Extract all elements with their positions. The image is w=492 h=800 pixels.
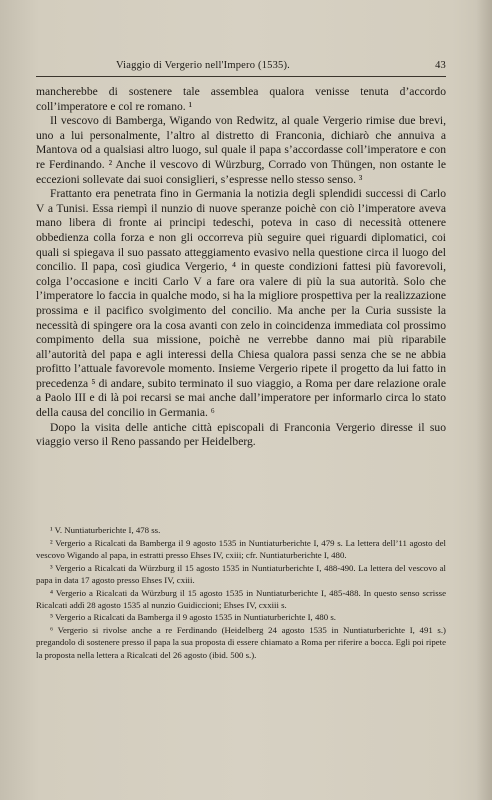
paragraph: Il vescovo di Bamberga, Wigando von Redwitz, al quale Vergerio rimise due brevi, uno a lui personalmente, l’altro al distretto di Franconia, dichiarò che annuiva a Mantova od a qualsiasi altro luogo, sul quale il papa s’accordasse coll’imperatore e con re Ferdinando. ² Anche il vescovo di Würzburg, Corrado von Thüngen, non ostante le eccezioni sollevate dai suoi consiglieri, s’espresse nello stesso senso. ³	[36, 114, 446, 186]
footnote: ⁵ Vergerio a Ricalcati da Bamberga il 9 agosto 1535 in Nuntiaturberichte I, 480 s.	[50, 612, 336, 623]
body-text	[36, 85, 446, 450]
paragraph: mancherebbe di sostenere tale assemblea qualora venisse tenuta d’accordo coll’imperatore e col re romano. ¹	[36, 85, 446, 113]
header-rule	[36, 76, 446, 77]
page-edge-shadow	[476, 0, 492, 800]
footnote: ² Vergerio a Ricalcati da Bamberga il 9 agosto 1535 in Nuntiaturberichte I, 479 s. La lettera dell’11 agosto del vescovo Wigando al papa, in estratti presso Ehses IV, cxiii; cfr. Nuntiaturberichte I, 480.	[36, 537, 446, 560]
running-header	[36, 60, 446, 74]
footnote: ³ Vergerio a Ricalcati da Würzburg il 15 agosto 1535 in Nuntiaturberichte I, 488-490. La lettera del vescovo al papa in data 17 agosto presso Ehses IV, cxiii.	[36, 562, 446, 585]
footnote: ¹ V. Nuntiaturberichte I, 478 ss.	[50, 525, 161, 535]
paragraph: Frattanto era penetrata fino in Germania la notizia degli splendidi successi di Carlo V a Tunisi. Essa riempì il nunzio di nuove speranze poichè con ciò l’imperatore aveva mano libera di fronte ai principi tedeschi, poteva in caso di necessità ottenere obbedienza colla forza e non gli occorreva più seguire quei riguardi diplomatici, coi quali si spiegava il suo passato atteggiamento evasivo nella questione circa il luogo del concilio. Il papa, così giudica Vergerio, ⁴ in queste condizioni fattesi più favorevoli, colga l’occasione e inciti Carlo V a fare ora valere di più la sua autorità. Solo che l’imperatore lo faccia in qualche modo, si ha la migliore prospettiva per la realizzazione prossima e il pacifico svolgimento del concilio. Ma anche per la Curia sussiste la necessità di spingere ora la cosa avanti con zelo in coincidenza immediata col prossimo compimento della sua missione, poichè ne verrebbe danno mai più riparabile all’autorità del papa e agli interessi della Chiesa qualora passi senza che se ne abbia profitto l’attuale favorevole momento. Insieme Vergerio ripete il progetto da lui fatto in precedenza ⁵ di andare, subito terminato il suo viaggio, a Roma per dare relazione orale a Paolo III e di là poi recarsi se mai anche dall’imperatore per informarlo circa lo stato della causa del concilio in Germania. ⁶	[36, 187, 446, 420]
running-title: Viaggio di Vergerio nell'Impero (1535).	[116, 60, 291, 71]
footnote: ⁶ Vergerio si rivolse anche a re Ferdinando (Heidelberg 24 agosto 1535 in Nuntiaturberichte I, 491 s.) pregandolo di sostenere presso il papa la sua proposta di essere chiamato a Roma per riferire a bocca. Egli poi ripete la proposta nella lettera a Ricalcati del 26 agosto (ibid. 500 s.).	[36, 625, 446, 660]
paragraph: Dopo la visita delle antiche città episcopali di Franconia Vergerio diresse il suo viaggio verso il Reno passando per Heidelberg.	[36, 420, 446, 449]
footnote: ⁴ Vergerio a Ricalcati da Würzburg il 15 agosto 1535 in Nuntiaturberichte I, 485-488. In questo senso scrisse Ricalcati addì 28 agosto 1535 al nunzio Guidiccioni; Ehses IV, cxxiii s.	[36, 587, 446, 610]
page-number: 43	[435, 60, 446, 71]
footnotes	[36, 524, 446, 661]
